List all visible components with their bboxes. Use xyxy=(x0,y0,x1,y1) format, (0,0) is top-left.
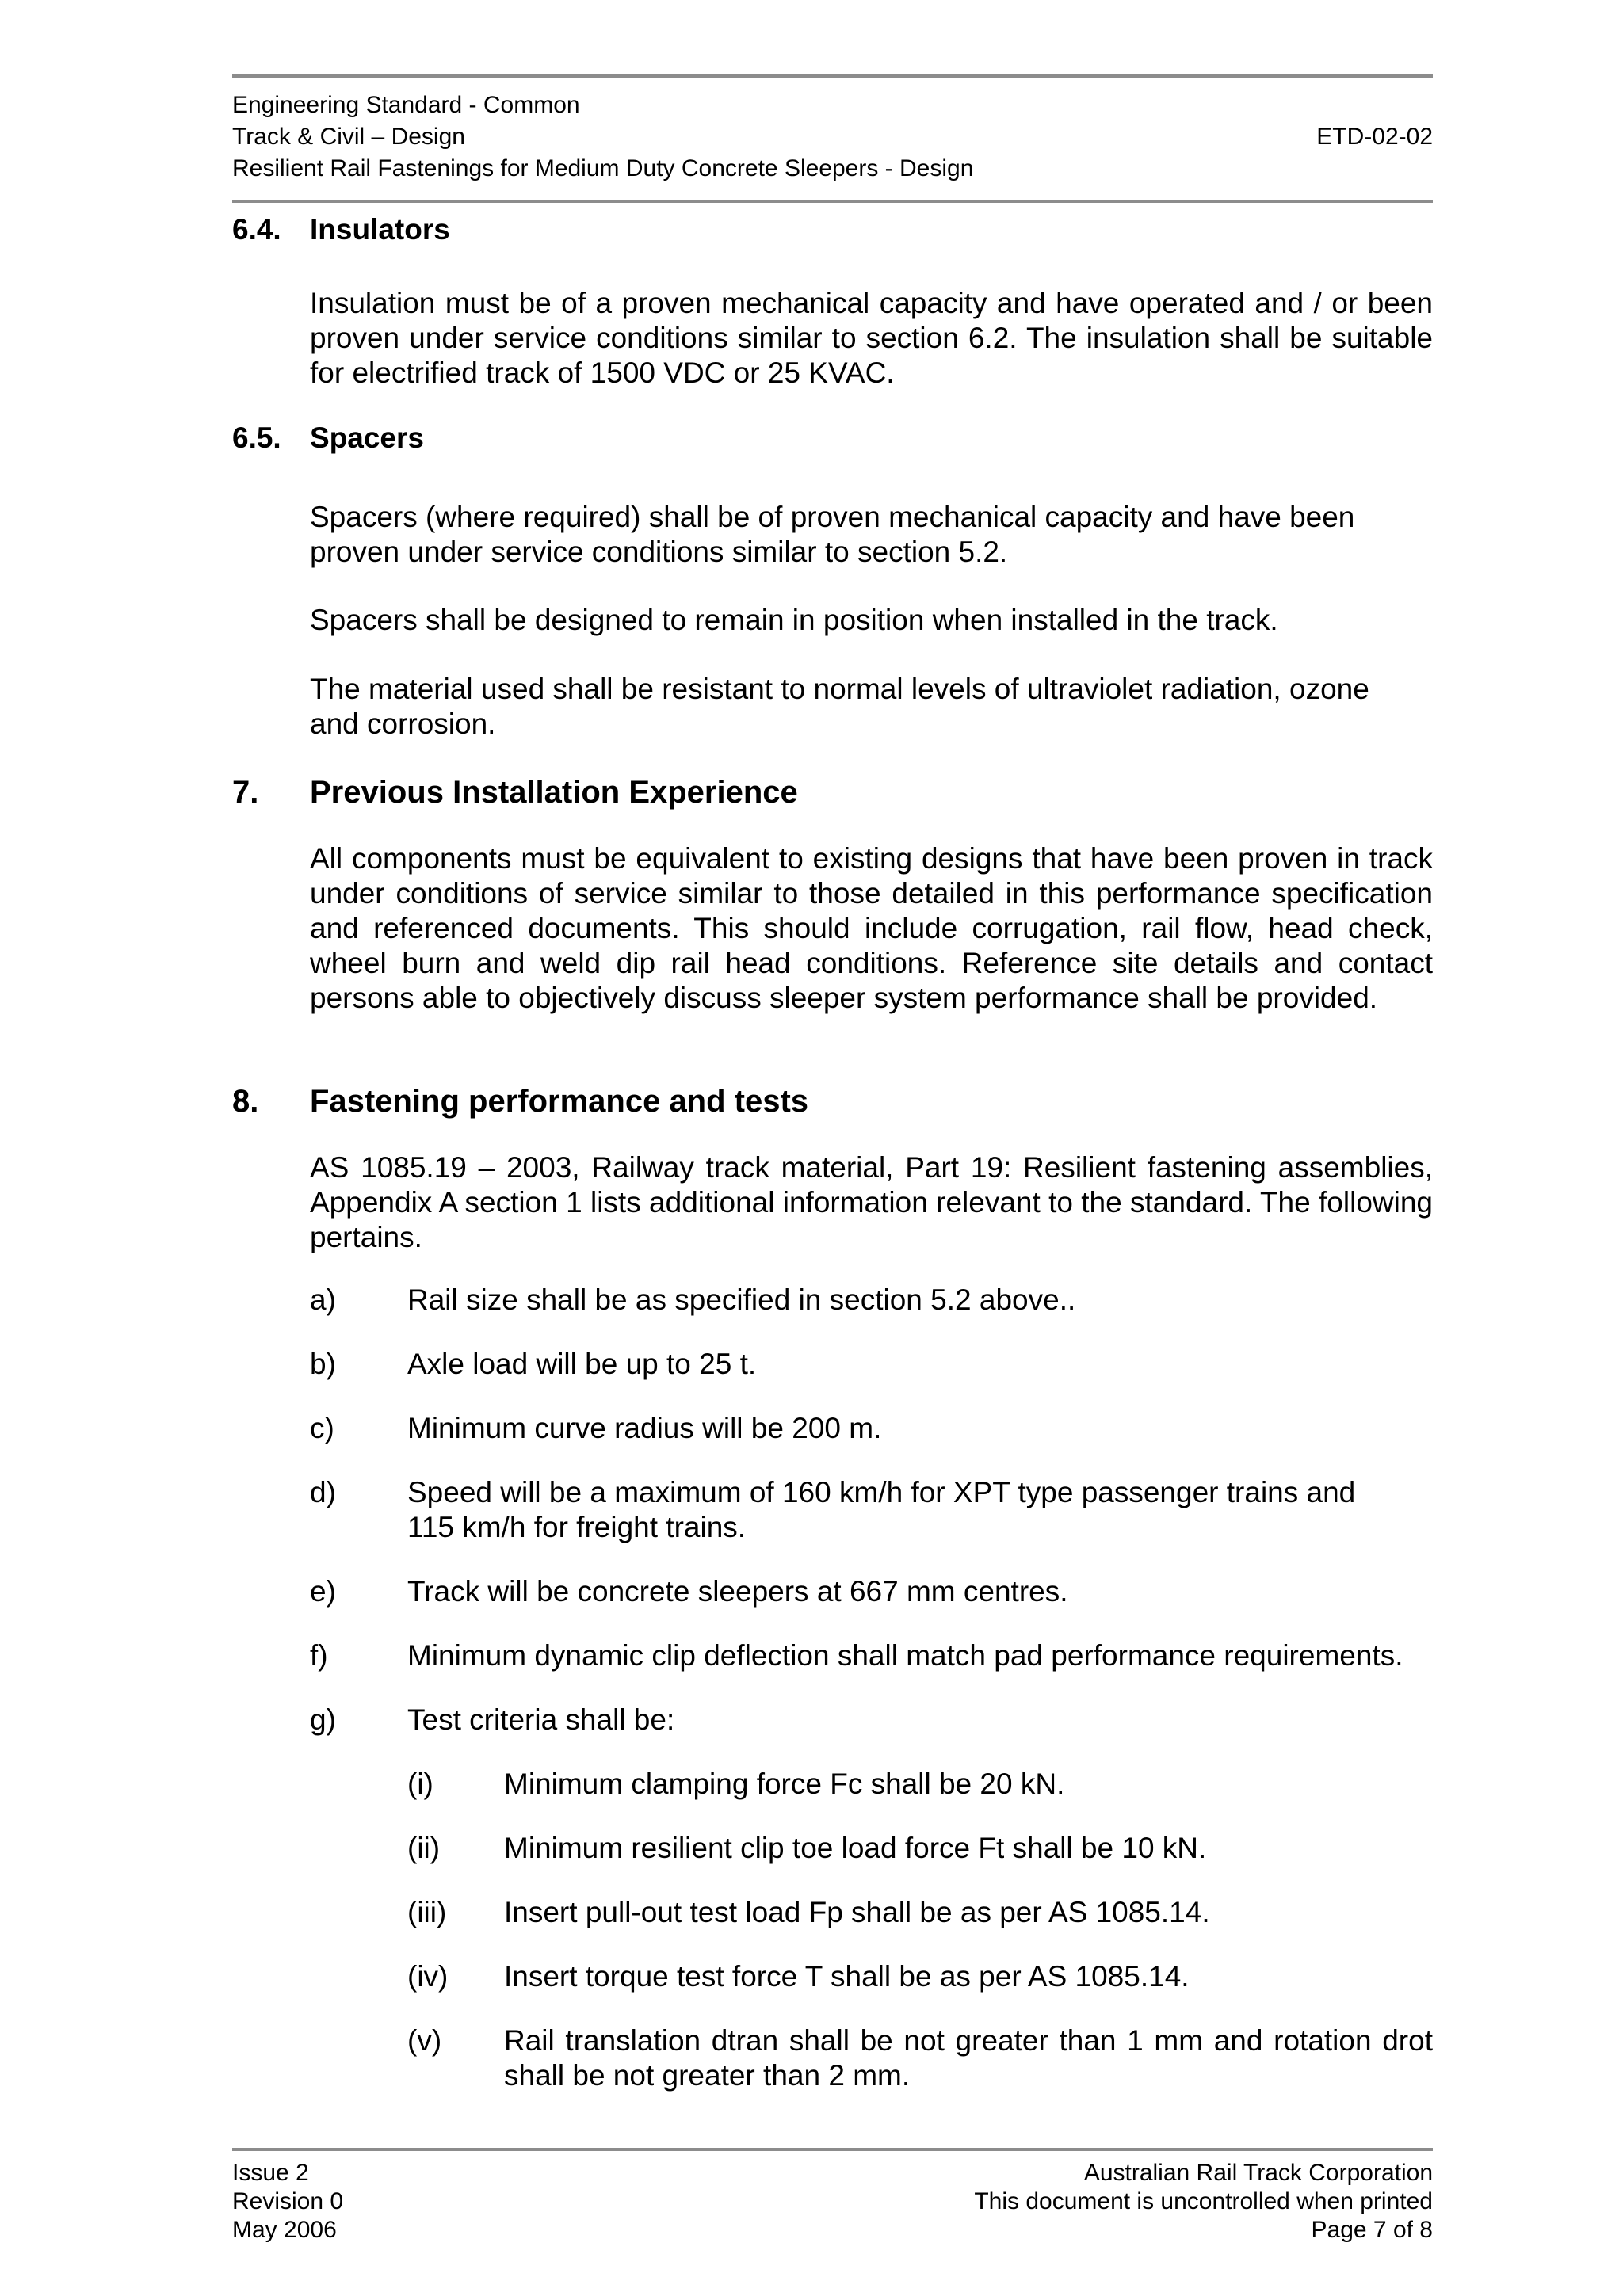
section-6-4-title: Insulators xyxy=(310,213,450,246)
sub-item-label: (i) xyxy=(407,1768,433,1800)
sub-item-label: (ii) xyxy=(407,1832,441,1864)
section-7-title: Previous Installation Experience xyxy=(310,775,798,810)
sub-item-label: (iv) xyxy=(407,1960,449,1993)
list-item-label: a) xyxy=(310,1283,336,1316)
section-8-title: Fastening performance and tests xyxy=(310,1084,809,1119)
section-6-5-number: 6.5. xyxy=(232,421,281,454)
section-6-4-paragraph: Insulation must be of a proven mechanical capacity and have operated and / or been proven under service conditions similar to section 6.2. The insulation shall be suitable for electrified track of 1500 VDC or 25 KVAC. xyxy=(310,287,1433,389)
section-6-5-title: Spacers xyxy=(310,421,424,454)
section-6-4-number: 6.4. xyxy=(232,213,281,246)
list-item-label: d) xyxy=(310,1476,336,1508)
section-8-intro: AS 1085.19 – 2003, Railway track material, Part 19: Resilient fastening assemblies, Appendix A section 1 lists additional information relevant to the standard. The following pertains. xyxy=(310,1151,1433,1253)
header-bottom-rule xyxy=(232,200,1433,203)
footer-uncontrolled-notice: This document is uncontrolled when printed xyxy=(974,2188,1433,2214)
list-item-label: b) xyxy=(310,1348,336,1380)
section-6-5-paragraph-1: Spacers (where required) shall be of proven mechanical capacity and have been proven under service conditions similar to section 5.2. xyxy=(310,501,1355,568)
footer-date: May 2006 xyxy=(232,2217,337,2243)
sub-item-text: Rail translation dtran shall be not greater than 1 mm and rotation drot shall be not greater than 2 mm. xyxy=(504,2024,1433,2092)
sub-item-text: Insert torque test force T shall be as per AS 1085.14. xyxy=(504,1960,1190,1993)
footer-rule xyxy=(232,2148,1433,2151)
section-7-number: 7. xyxy=(232,775,259,810)
section-6-5-paragraph-3: The material used shall be resistant to normal levels of ultraviolet radiation, ozone and corrosion. xyxy=(310,673,1369,740)
section-6-5-paragraph-2: Spacers shall be designed to remain in position when installed in the track. xyxy=(310,604,1278,636)
header-line-2: Track & Civil – Design xyxy=(232,124,465,150)
list-item-text: Track will be concrete sleepers at 667 mm centres. xyxy=(407,1575,1068,1608)
footer-revision: Revision 0 xyxy=(232,2188,344,2214)
section-8-number: 8. xyxy=(232,1084,259,1119)
list-item-text: Speed will be a maximum of 160 km/h for XPT type passenger trains and 115 km/h for freight trains. xyxy=(407,1476,1356,1543)
list-item-label: e) xyxy=(310,1575,336,1608)
sub-item-label: (iii) xyxy=(407,1896,447,1928)
header-doc-id: ETD-02-02 xyxy=(1316,124,1433,150)
header-line-1: Engineering Standard - Common xyxy=(232,92,580,118)
section-7-paragraph: All components must be equivalent to existing designs that have been proven in track under conditions of service similar to those detailed in this performance specification and referenced documents. This should include corrugation, rail flow, head check, wheel burn and weld dip rail head conditions. Reference site details and contact persons able to objectively discuss sleeper system performance shall be provided. xyxy=(310,842,1433,1014)
footer-page-number: Page 7 of 8 xyxy=(1311,2217,1433,2243)
list-item-text: Minimum curve radius will be 200 m. xyxy=(407,1412,882,1444)
sub-item-text: Minimum clamping force Fc shall be 20 kN. xyxy=(504,1768,1065,1800)
footer-issue: Issue 2 xyxy=(232,2160,309,2186)
sub-item-text: Minimum resilient clip toe load force Ft shall be 10 kN. xyxy=(504,1832,1207,1864)
header-top-rule xyxy=(232,74,1433,78)
list-item-label: c) xyxy=(310,1412,334,1444)
footer-organization: Australian Rail Track Corporation xyxy=(1083,2160,1433,2186)
list-item-label: f) xyxy=(310,1639,328,1672)
sub-item-label: (v) xyxy=(407,2024,442,2057)
list-item-text: Rail size shall be as specified in section 5.2 above.. xyxy=(407,1283,1076,1316)
sub-item-text: Insert pull-out test load Fp shall be as per AS 1085.14. xyxy=(504,1896,1210,1928)
list-item-text: Test criteria shall be: xyxy=(407,1703,675,1736)
list-item-label: g) xyxy=(310,1703,336,1736)
list-item-text: Axle load will be up to 25 t. xyxy=(407,1348,757,1380)
list-item-text: Minimum dynamic clip deflection shall match pad performance requirements. xyxy=(407,1639,1403,1672)
header-line-3: Resilient Rail Fastenings for Medium Duty Concrete Sleepers - Design xyxy=(232,155,974,181)
